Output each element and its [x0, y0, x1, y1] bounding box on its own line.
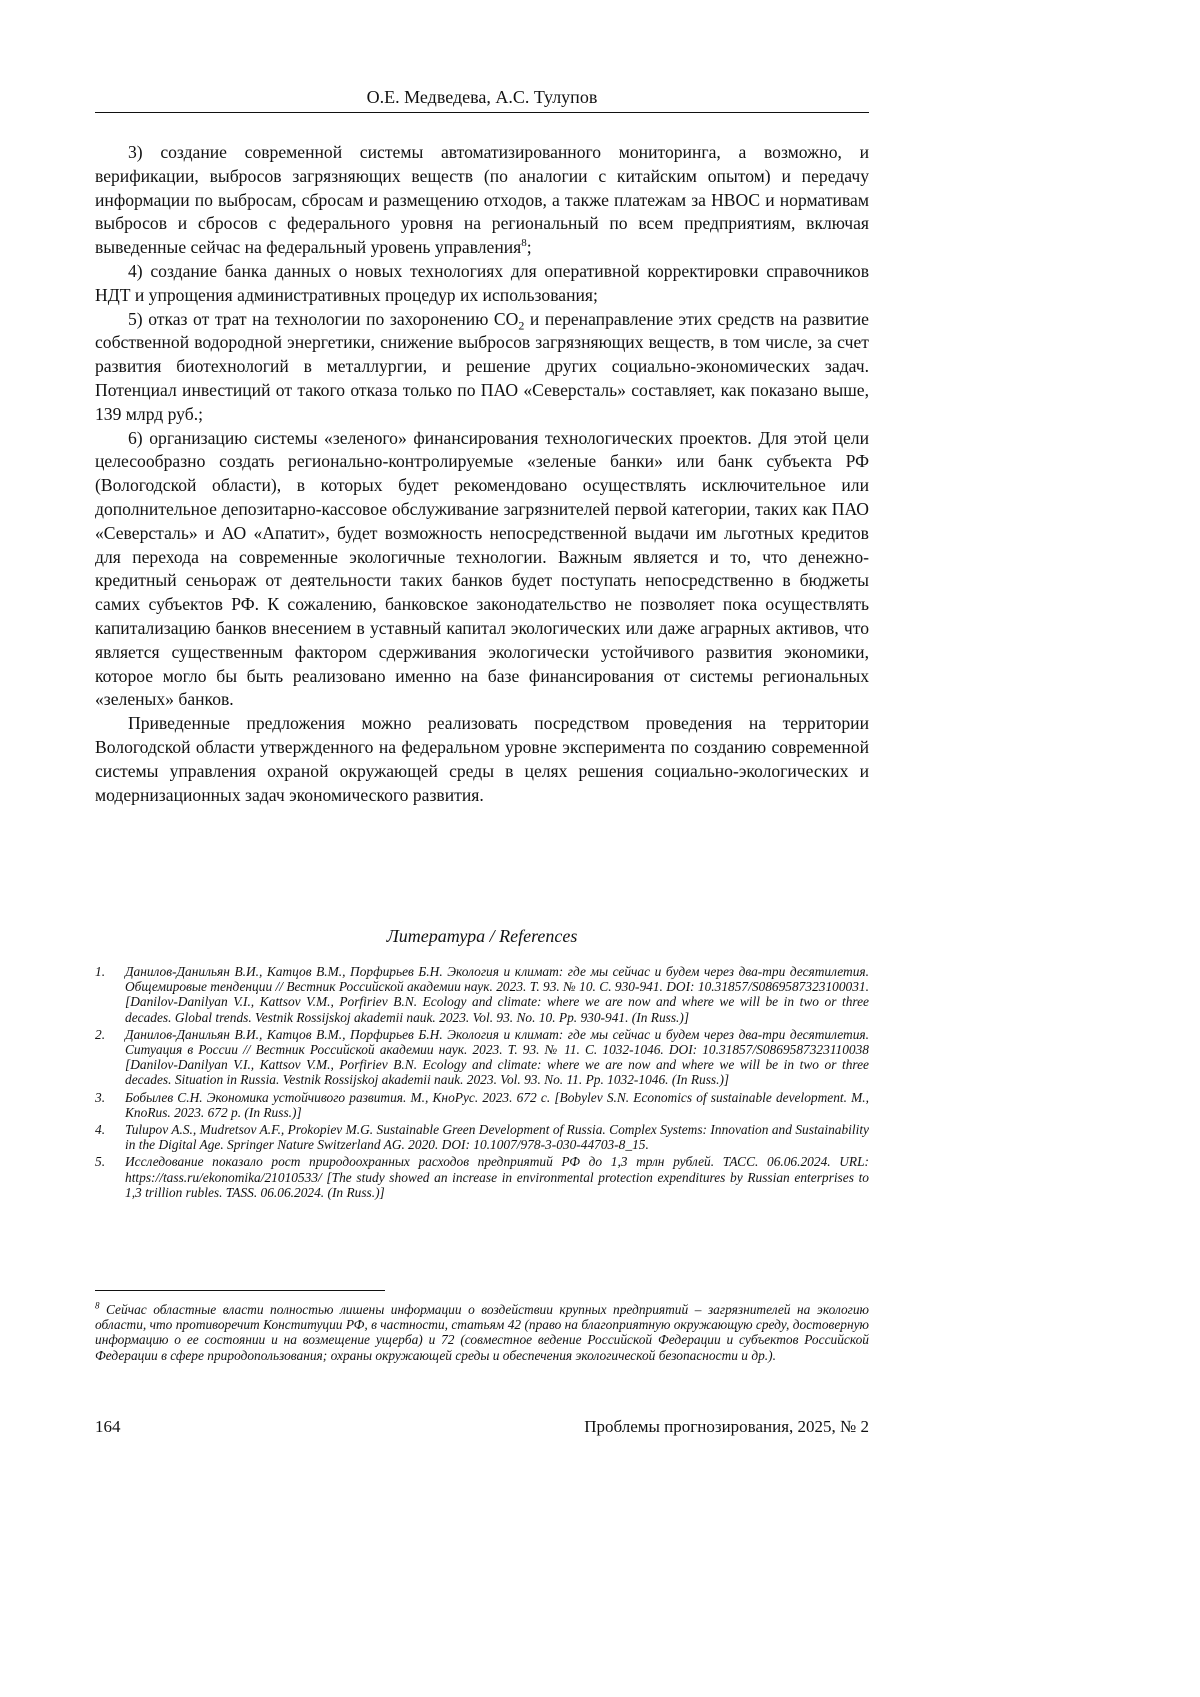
footnote — [95, 1302, 869, 1363]
footnote-text: Сейчас областные власти полностью лишены информации о воздействии крупных предприятий – загрязнителей на экологию области, что противоречит Конституции РФ, в частности, статьям 42 (право на благоприятную окружающую среду, достоверную информацию о ее состоянии и на возмещение ущерба) и 72 (совместное ведение Российской Федерации и субъектов Российской Федерации в сфере природопользования; охраны окружающей среды и обеспечения экологической безопасности и др.). — [95, 1302, 869, 1363]
footnote-mark: 8 — [95, 1300, 100, 1311]
paragraph-text: 3) создание современной системы автоматизированного мониторинга, а возможно, и верификации, выбросов загрязняющих веществ (по аналогии с китайским опытом) и передачу информации по выбросам, сбросам и размещению отходов, а также платежам за НВОС и нормативам выбросов и сбросов с федерального уровня на региональный по всем предприятиям, включая выведенные сейчас на федеральный уровень управления — [95, 142, 869, 258]
reference-text: Исследование показало рост природоохранных расходов предприятий РФ до 1,3 трлн рублей. ТАСС. 06.06.2024. URL: https://tass.ru/ekonomika/21010533/ [The study showed an increase in environmental protection expenditures by Russian enterprises to 1,3 trillion rubles. TASS. 06.06.2024. (In Russ.)] — [125, 1154, 869, 1200]
references-list — [95, 964, 869, 1202]
running-head-authors: О.Е. Медведева, А.С. Тулупов — [366, 87, 598, 107]
reference-number: 2. — [95, 1026, 106, 1042]
paragraph-item-6: 6) организацию системы «зеленого» финансирования технологических проектов. Для этой цели целесообразно создать регионально-контролируемые «зеленые банки» или банк субъекта РФ (Вологодской области), в которых будет рекомендовано осуществлять исключительное или дополнительное депозитарно-кассовое обслуживание загрязнителей первой категории, таких как ПАО «Северсталь» и АО «Апатит», будет возможность непосредственной выдачи им льготных кредитов для перехода на современные экологичные технологии. Важным является и то, что денежно-кредитный сеньораж от деятельности таких банков будет поступать непосредственно в бюджеты самих субъектов РФ. К сожалению, банковское законодательство не позволяет пока осуществлять капитализацию банков внесением в уставный капитал экологических или даже аграрных активов, что является существенным фактором сдерживания экологически устойчивого развития экономики, которое могло бы быть реализовано именно на базе финансирования от системы региональных «зеленых» банков. — [95, 427, 869, 710]
reference-number: 1. — [95, 964, 106, 979]
reference-number: 4. — [95, 1122, 106, 1138]
reference-item — [95, 1027, 869, 1088]
journal-title: Проблемы прогнозирования, 2025, № 2 — [584, 1417, 869, 1436]
reference-item — [95, 1154, 869, 1200]
paragraph-item-5 — [95, 308, 869, 427]
paragraph-text: и перенаправление этих средств на развитие собственной водородной энергетики, снижение выбросов загрязняющих веществ, в том числе, за счет развития биотехнологий в металлургии, и решение других социально-экономических задач. Потенциал инвестиций от такого отказа только по ПАО «Северсталь» составляет, как показано выше, 139 млрд руб.; — [95, 308, 869, 424]
footnote-reference[interactable]: 8 — [521, 237, 527, 250]
reference-item — [95, 964, 869, 1025]
paragraph-text: ; — [526, 237, 532, 258]
reference-number: 5. — [95, 1154, 106, 1170]
paragraph-item-4: 4) создание банка данных о новых технологиях для оперативной корректировки справочников НДТ и упрощения административных процедур их использования; — [95, 260, 869, 305]
footnote-separator — [95, 1290, 385, 1291]
reference-item — [95, 1090, 869, 1120]
header-rule — [95, 112, 869, 113]
page-number: 164 — [95, 1417, 121, 1436]
paragraph-text: 5) отказ от трат на технологии по захоронению CO — [128, 308, 519, 329]
reference-text: Tulupov A.S., Mudretsov A.F., Prokopiev M.G. Sustainable Green Development of Russia. Complex Systems: Innovation and Sustainability in the Digital Age. Springer Nature Switzerland AG. 2020. DOI: 10.1007/978-3-030-44703-8_15. — [125, 1122, 869, 1153]
reference-item — [95, 1122, 869, 1152]
reference-number: 3. — [95, 1089, 106, 1105]
paragraph-conclusion: Приведенные предложения можно реализовать посредством проведения на территории Вологодской области утвержденного на федеральном уровне эксперимента по созданию современной системы управления охраной окружающей среды в целях решения социально-экологических и модернизационных задач экономического развития. — [95, 713, 869, 805]
paragraph-item-3 — [95, 141, 869, 260]
references-title: Литература / References — [386, 926, 578, 946]
reference-text: Данилов-Данильян В.И., Катцов В.М., Порфирьев Б.Н. Экология и климат: где мы сейчас и будем через два-три десятилетия. Общемировые тенденции // Вестник Российской академии наук. 2023. Т. 93. № 10. С. 930-941. DOI: 10.31857/S0869587323100031. [Danilov-Danilyan V.I., Kattsov V.M., Porfiriev B.N. Ecology and climate: where we are now and where we will be in two or three decades. Global trends. Vestnik Rossijskoj akademii nauk. 2023. Vol. 93. No. 10. Pp. 930-941. (In Russ.)] — [125, 964, 869, 1025]
reference-text: Бобылев С.Н. Экономика устойчивого развития. М., КноРус. 2023. 672 с. [Bobylev S.N. Economics of sustainable development. M., KnoRus. 2023. 672 p. (In Russ.)] — [125, 1089, 869, 1120]
body-text — [95, 141, 869, 807]
reference-text: Данилов-Данильян В.И., Катцов В.М., Порфирьев Б.Н. Экология и климат: где мы сейчас и будем через два-три десятилетия. Ситуация в России // Вестник Российской академии наук. 2023. Т. 93. № 11. С. 1032-1046. DOI: 10.31857/S0869587323110038 [Danilov-Danilyan V.I., Kattsov V.M., Porfiriev B.N. Ecology and climate: where we are now and where we will be in two or three decades. Situation in Russia. Vestnik Rossijskoj akademii nauk. 2023. Vol. 93. No. 11. Pp. 1032-1046. (In Russ.)] — [125, 1026, 869, 1088]
subscript: 2 — [518, 318, 525, 333]
